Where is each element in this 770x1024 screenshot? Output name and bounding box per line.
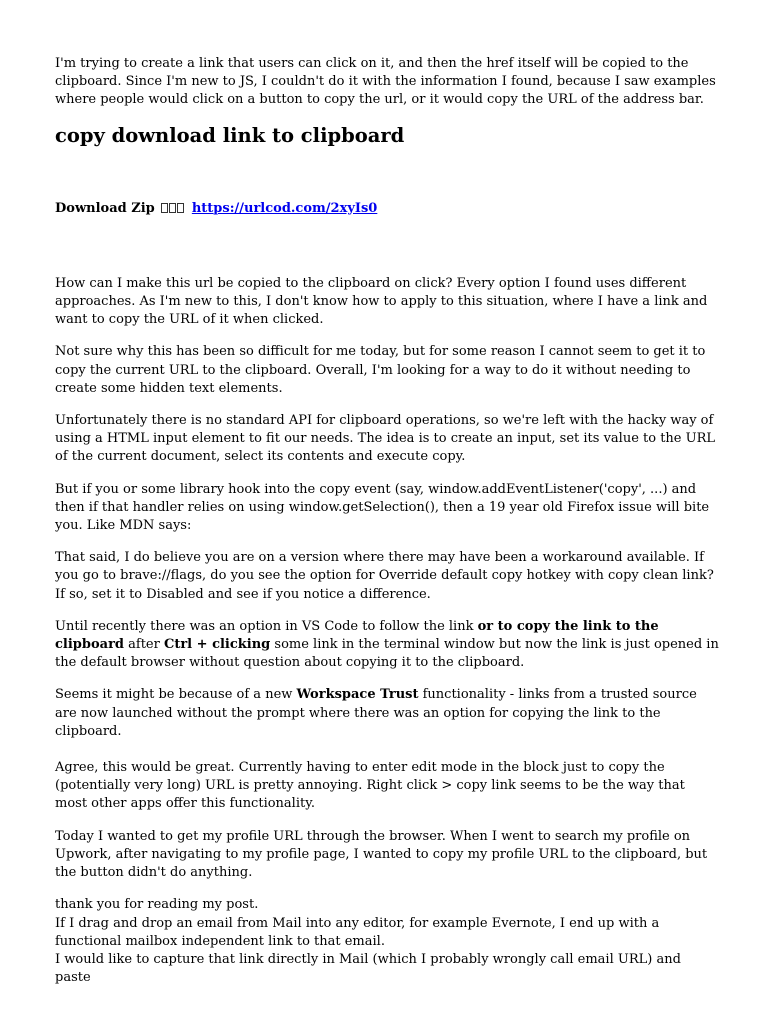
page-title: copy download link to clipboard [55,123,405,147]
download-label: Download Zip [55,200,155,216]
paragraph-2: Not sure why this has been so difficult for me today, but for some reason I cannot seem to get it to copy the current URL to the clipboard. Overall, I'm looking for a way to do it without needing to create some hidden text elements. [55,344,706,396]
paragraph-1: How can I make this url be copied to the clipboard on click? Every option I found uses different approaches. As I'm new to this, I don't know how to apply to this situation, where I have a link and want to copy the URL of it when clicked. [55,275,708,328]
download-link[interactable]: https://urlcod.com/2xyIs0 [191,200,378,216]
paragraph-7-text-a: Seems it might be because of a new [55,687,297,703]
paragraph-3: Unfortunately there is no standard API for clipboard operations, so we're left with the hacky way of using a HTML input element to fit our needs. The idea is to create an input, set its value to the URL of the current document, select its contents and execute copy. [55,413,716,465]
paragraph-7 [55,686,720,741]
paragraph-10-line-3: I would like to capture that link directly in Mail (which I probably wrongly call email URL) and paste [55,951,681,986]
paragraph-4: But if you or some library hook into the copy event (say, window.addEventListener('copy', ...) and then if that handler relies on using window.getSelection(), then a 19 year old Firefox issue will bite you. Like MDN says: [55,481,710,534]
paragraph-6-text-c: after [124,637,164,653]
intro-paragraph: I'm trying to create a link that users can click on it, and then the href itself will be copied to the clipboard. Since I'm new to JS, I couldn't do it with the information I found, because I saw examples where people would click on a button to copy the url, or it would copy the URL of the address bar. [55,56,716,108]
paragraph-7-text-c: functionality - links from a trusted source are now launched without the prompt where there was an option for copying the link to the clipboard. [55,687,697,739]
paragraph-6-bold-copy-link: or to copy the link to the clipboard [55,618,659,653]
paragraph-6-text-d: some link in the terminal window but now the link is just opened in the default browser without question about copying it to the clipboard. [55,637,719,671]
document-page [55,55,720,987]
paragraph-5: That said, I do believe you are on a version where there may have been a workaround available. If you go to brave://flags, do you see the option for Override default copy hotkey with copy clean link? If so, set it to Disabled and see if you notice a difference. [55,550,714,602]
paragraph-6-text-a: Until recently there was an option in VS Code to follow the link [55,618,478,634]
download-line [55,200,720,218]
paragraph-9: Today I wanted to get my profile URL through the browser. When I went to search my profile on Upwork, after navigating to my profile page, I wanted to copy my profile URL to the clipboard, but the button didn't do anything. [55,828,708,881]
paragraph-6 [55,618,720,673]
paragraph-10-line-2: If I drag and drop an email from Mail into any editor, for example Evernote, I end up with a functional mailbox independent link to that email. [55,915,660,949]
placeholder-glyphs-icon [161,200,185,218]
paragraph-6-bold-ctrl-click: Ctrl + clicking [163,637,271,653]
paragraph-7-bold-workspace-trust: Workspace Trust [296,687,419,703]
paragraph-8: Agree, this would be great. Currently having to enter edit mode in the block just to copy the (potentially very long) URL is pretty annoying. Right click > copy link seems to be the way that most other apps offer this functionality. [55,760,685,812]
paragraph-10-line-1: thank you for reading my post. [55,897,259,913]
